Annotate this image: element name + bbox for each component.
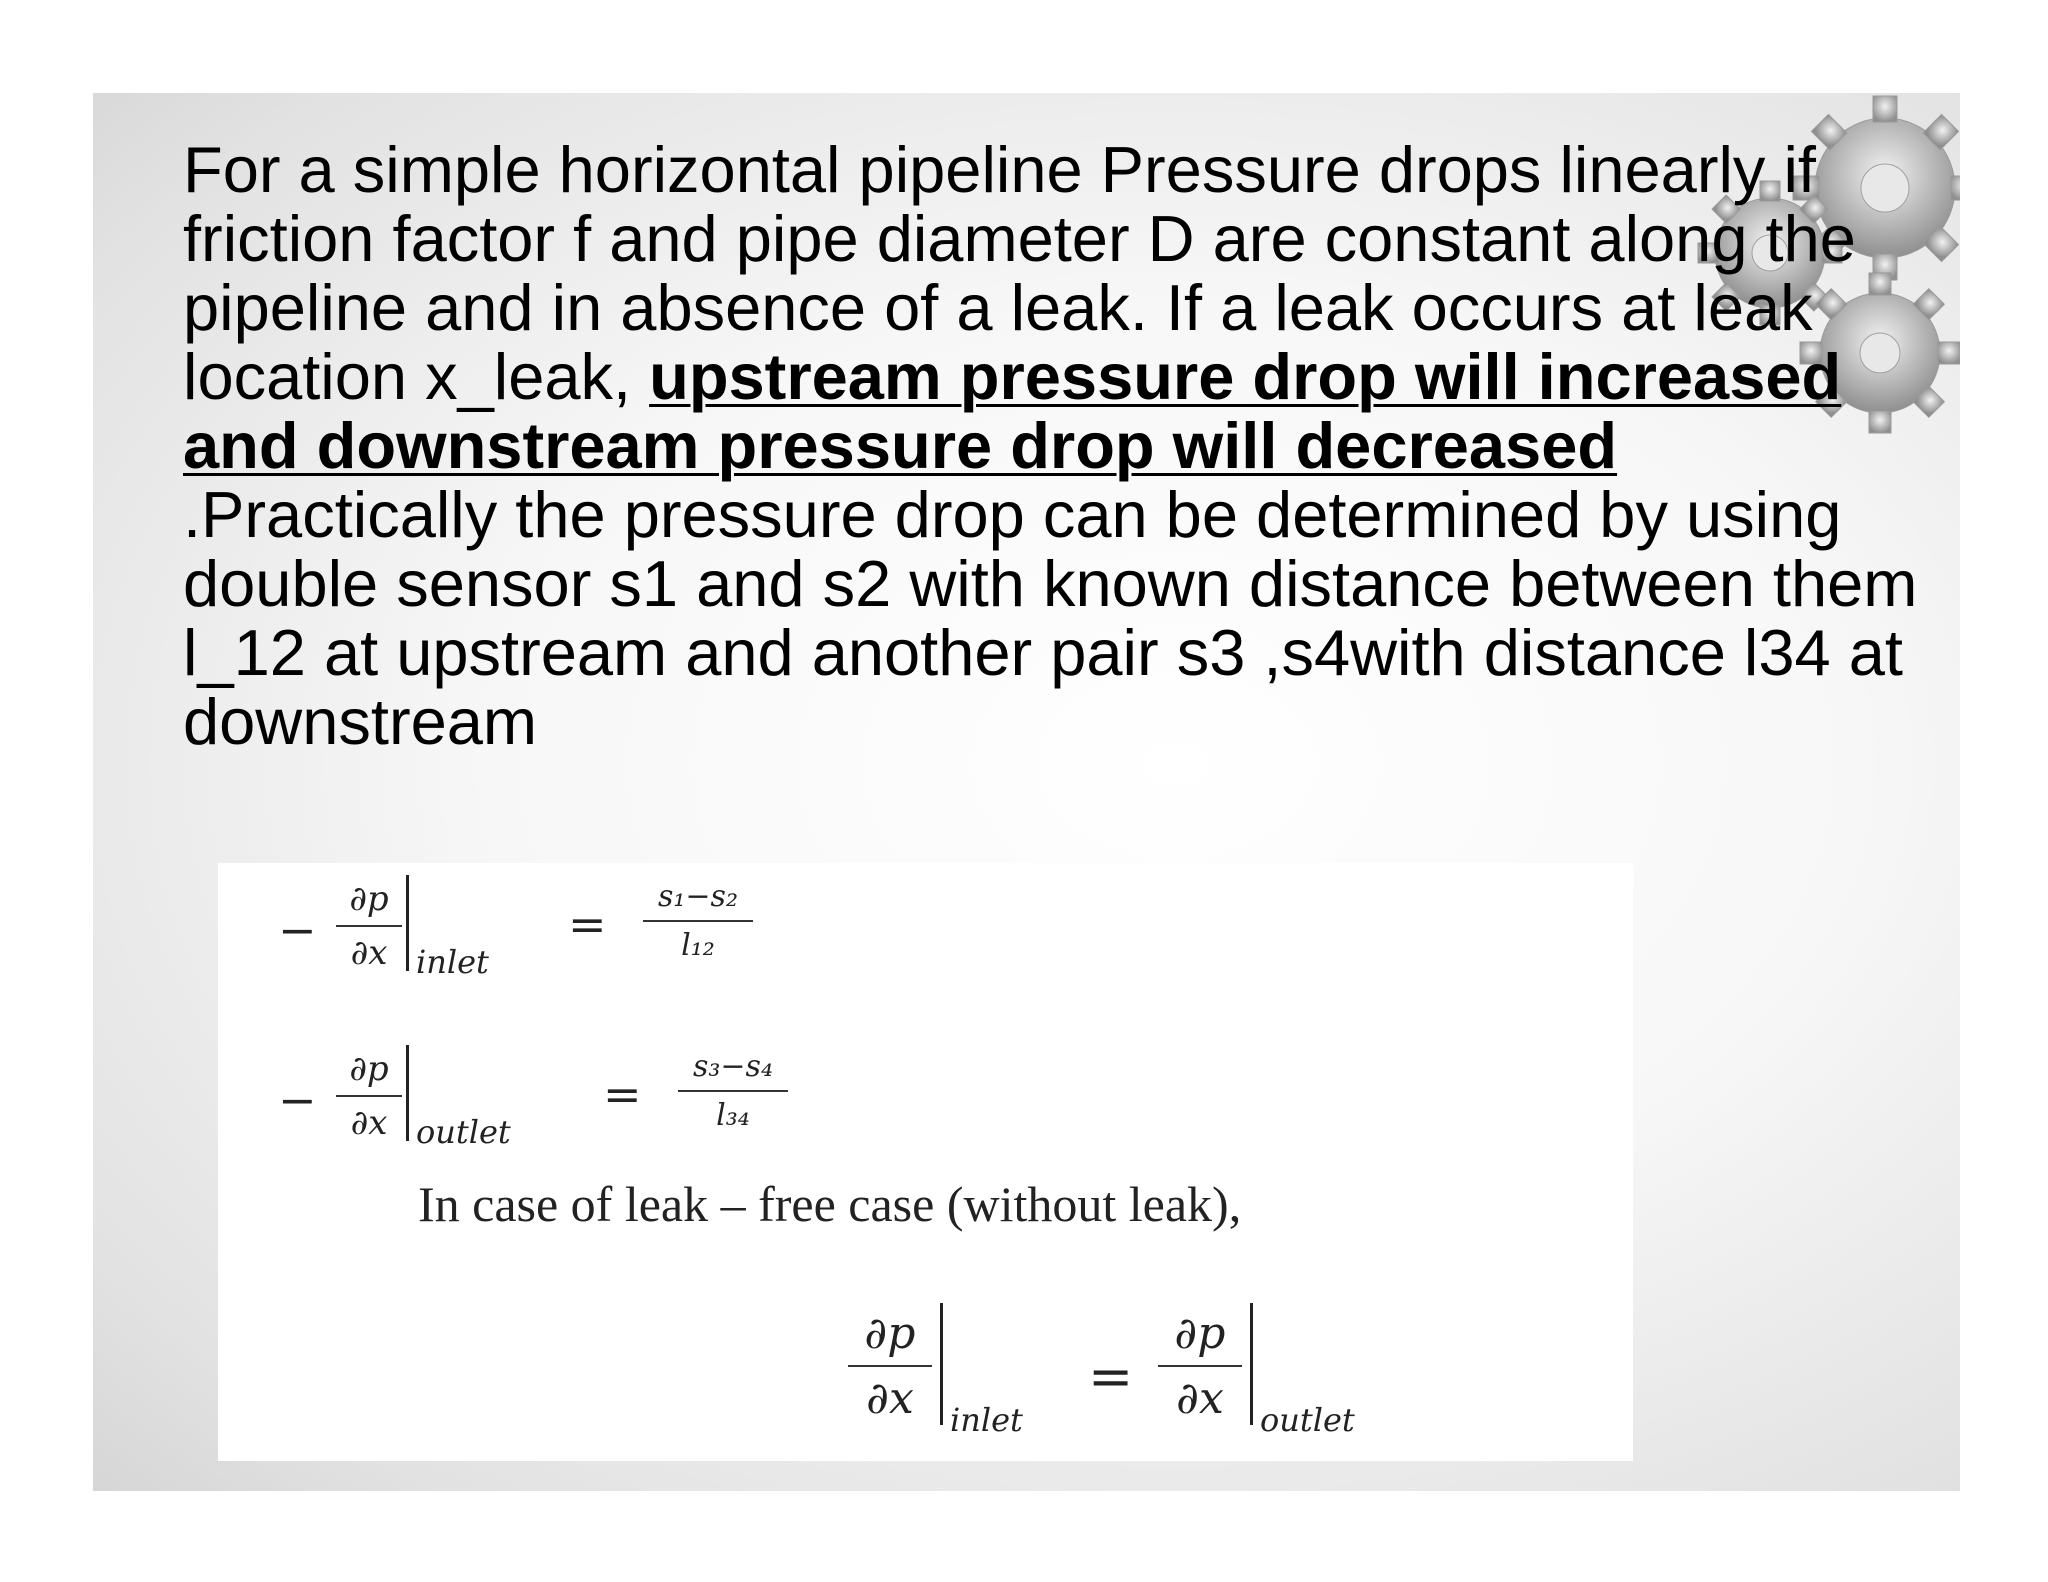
eq3-rhs-den: ∂x <box>1176 1373 1224 1424</box>
paragraph-part2: .Practically the pressure drop can be determined by using double sensor s1 and s2 with known distance between them l_12 at upstream and another pair s3 ,s4with distance l34 at downstream <box>183 478 1918 758</box>
eq1-lhs-fraction <box>336 879 402 973</box>
eq3-lhs-fraction <box>848 1308 932 1424</box>
body-paragraph <box>183 135 1923 756</box>
eq2-rhs-num: s₃−s₄ <box>693 1049 773 1084</box>
eq3-lhs-num: ∂p <box>864 1308 916 1359</box>
eq2-minus: − <box>278 1073 317 1127</box>
eq3-rhs-num: ∂p <box>1174 1308 1226 1359</box>
eq3-lhs-subscript: inlet <box>950 1401 1023 1439</box>
eq3-equals: = <box>1088 1345 1134 1408</box>
eq2-subscript: outlet <box>416 1113 511 1151</box>
eq1-rhs-num: s₁−s₂ <box>658 879 738 914</box>
paragraph-part1: For a simple horizontal pipeline Pressure drops linearly if friction factor f and pipe diameter D are constant along the pipeline and in absence of a leak. If a leak occurs at leak location x_leak, <box>183 133 1856 413</box>
equation-panel <box>218 863 1633 1461</box>
eq3-rhs-subscript: outlet <box>1260 1401 1355 1439</box>
paragraph-highlight: upstream pressure drop will increased and downstream pressure drop will decreased <box>183 340 1842 482</box>
eq1-rhs-den: l₁₂ <box>681 928 715 963</box>
eq2-rhs-fraction <box>678 1049 788 1133</box>
eq2-lhs-fraction <box>336 1049 402 1143</box>
eq1-minus: − <box>278 903 317 957</box>
eq2-rhs-den: l₃₄ <box>716 1098 750 1133</box>
leak-free-note: In case of leak – free case (without leak), <box>418 1176 1242 1232</box>
eq2-lhs-num: ∂p <box>349 1049 389 1089</box>
eq1-lhs-den: ∂x <box>350 933 388 973</box>
eq3-lhs-den: ∂x <box>866 1373 914 1424</box>
eq2-lhs-den: ∂x <box>350 1103 388 1143</box>
eq1-equals: = <box>568 897 607 951</box>
slide <box>93 93 1960 1491</box>
eq1-lhs-num: ∂p <box>349 879 389 919</box>
eq1-subscript: inlet <box>416 943 489 981</box>
eq2-equals: = <box>603 1067 642 1121</box>
eq1-rhs-fraction <box>643 879 753 963</box>
eq3-rhs-fraction <box>1158 1308 1242 1424</box>
